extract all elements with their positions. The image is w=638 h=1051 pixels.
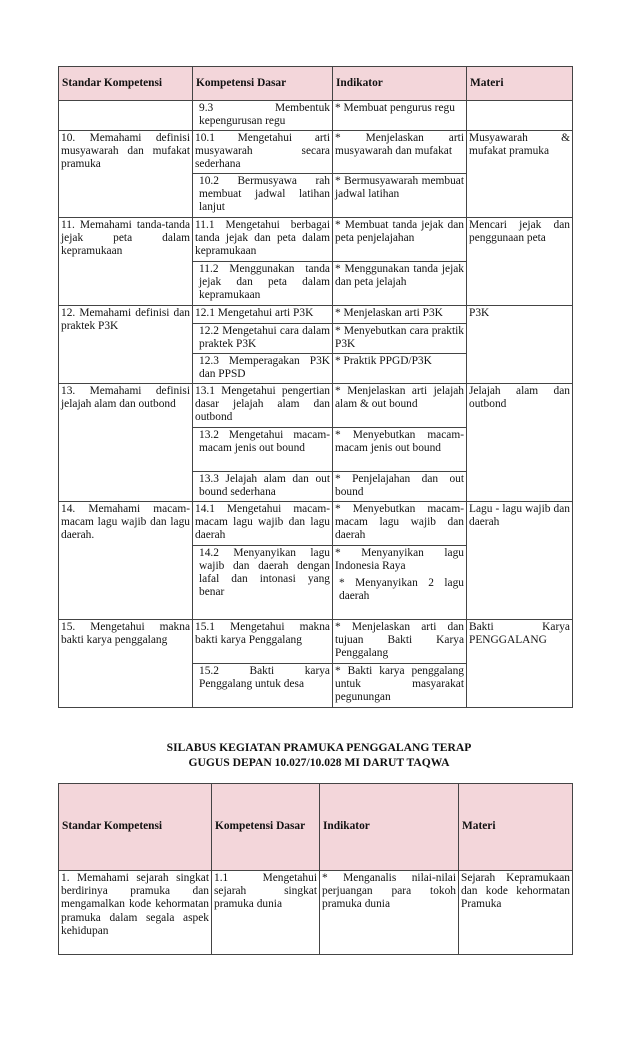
cell-kd: 15.2 Bakti karya Penggalang untuk desa <box>193 663 333 707</box>
cell-indikator: * Penjelajahan dan out bound <box>333 471 467 501</box>
cell-materi: Jelajah alam dan outbond <box>467 383 573 501</box>
header-kompetensi-dasar: Kompetensi Dasar <box>193 67 333 101</box>
table-row <box>59 383 573 427</box>
header-standar-kompetensi: Standar Kompetensi <box>59 784 212 871</box>
cell-indikator <box>333 545 467 619</box>
cell-indikator: * Menjelaskan arti jelajah alam & out bound <box>333 383 467 427</box>
table-row <box>59 101 573 131</box>
cell-kd: 10.2 Bermusyawa rah membuat jadwal latihan lanjut <box>193 173 333 217</box>
cell-materi-empty <box>467 101 573 131</box>
cell-indikator: * Menjelaskan arti musyawarah dan mufakat <box>333 131 467 174</box>
cell-sk: 10. Memahami definisi musyawarah dan mufakat pramuka <box>59 131 193 218</box>
cell-indikator: * Praktik PPGD/P3K <box>333 353 467 383</box>
cell-materi: Mencari jejak dan penggunaan peta <box>467 217 573 305</box>
cell-indikator: * Bermusyawarah membuat jadwal latihan <box>333 173 467 217</box>
syllabus-title-line-1: SILABUS KEGIATAN PRAMUKA PENGGALANG TERAP <box>166 741 472 754</box>
cell-materi: Lagu - lagu wajib dan daerah <box>467 501 573 619</box>
cell-sk: 14. Memahami macam-macam lagu wajib dan lagu daerah. <box>59 501 193 619</box>
cell-kd: 12.2 Mengetahui cara dalam praktek P3K <box>193 323 333 353</box>
cell-kd: 10.1 Mengetahui arti musyawarah secara sederhana <box>193 131 333 174</box>
header-materi: Materi <box>467 67 573 101</box>
cell-indikator: * Menyebutkan macam-macam lagu wajib dan daerah <box>333 501 467 545</box>
cell-sk: 12. Memahami definisi dan praktek P3K <box>59 305 193 383</box>
cell-sk: 1. Memahami sejarah singkat berdirinya pramuka dan mengamalkan kode kehormatan pramuka dalam segala aspek kehidupan <box>59 871 212 955</box>
table-row <box>59 131 573 174</box>
cell-kd: 12.1 Mengetahui arti P3K <box>193 305 333 323</box>
cell-indikator: * Bakti karya penggalang untuk masyarakat pegunungan <box>333 663 467 707</box>
cell-kd: 9.3 Membentuk kepengurusan regu <box>193 101 333 131</box>
indikator-line: * Menyanyikan 2 lagu daerah <box>339 577 464 603</box>
syllabus-table-1 <box>58 66 573 708</box>
cell-kd: 13.3 Jelajah alam dan out bound sederhana <box>193 471 333 501</box>
cell-materi: P3K <box>467 305 573 383</box>
cell-kd: 11.2 Menggunakan tanda jejak dan peta dalam kepramukaan <box>193 261 333 305</box>
cell-kd: 12.3 Memperagakan P3K dan PPSD <box>193 353 333 383</box>
indikator-line: * Menyanyikan lagu Indonesia Raya <box>335 546 464 572</box>
cell-materi: Sejarah Kepramukaan dan kode kehormatan Pramuka <box>459 871 573 955</box>
cell-indikator: * Menggunakan tanda jejak dan peta jelajah <box>333 261 467 305</box>
cell-sk: 11. Memahami tanda-tanda jejak peta dalam kepramukaan <box>59 217 193 305</box>
cell-indikator: * Membuat pengurus regu <box>333 101 467 131</box>
cell-kd: 15.1 Mengetahui makna bakti karya Penggalang <box>193 619 333 663</box>
cell-materi: Musyawarah & mufakat pramuka <box>467 131 573 218</box>
syllabus-table-2 <box>58 783 573 955</box>
cell-kd: 14.1 Mengetahui macam-macam lagu wajib dan lagu daerah <box>193 501 333 545</box>
table-row <box>59 619 573 663</box>
cell-indikator: * Menganalis nilai-nilai perjuangan para tokoh pramuka dunia <box>320 871 459 955</box>
cell-sk: 15. Mengetahui makna bakti karya penggalang <box>59 619 193 707</box>
cell-kd: 14.2 Menyanyikan lagu wajib dan daerah dengan lafal dan intonasi yang benar <box>193 545 333 619</box>
cell-indikator: * Membuat tanda jejak dan peta penjelajahan <box>333 217 467 261</box>
cell-kd: 13.1 Mengetahui pengertian dasar jelajah alam dan outbond <box>193 383 333 427</box>
header-indikator: Indikator <box>333 67 467 101</box>
header-materi: Materi <box>459 784 573 871</box>
cell-kd: 13.2 Mengetahui macam-macam jenis out bound <box>193 427 333 471</box>
header-indikator: Indikator <box>320 784 459 871</box>
syllabus-title-line-2: GUGUS DEPAN 10.027/10.028 MI DARUT TAQWA <box>188 756 450 769</box>
header-kompetensi-dasar: Kompetensi Dasar <box>212 784 320 871</box>
cell-sk-empty <box>59 101 193 131</box>
cell-indikator: * Menjelaskan arti dan tujuan Bakti Karya Penggalang <box>333 619 467 663</box>
cell-indikator: * Menyebutkan macam-macam jenis out bound <box>333 427 467 471</box>
header-standar-kompetensi: Standar Kompetensi <box>59 67 193 101</box>
table-header-row <box>59 67 573 101</box>
cell-kd: 11.1 Mengetahui berbagai tanda jejak dan peta dalam kepramukaan <box>193 217 333 261</box>
table-header-row <box>59 784 573 871</box>
table-row <box>59 501 573 545</box>
cell-kd: 1.1 Mengetahui sejarah singkat pramuka dunia <box>212 871 320 955</box>
cell-indikator: * Menjelaskan arti P3K <box>333 305 467 323</box>
table-row <box>59 871 573 955</box>
cell-sk: 13. Memahami definisi jelajah alam dan outbond <box>59 383 193 501</box>
cell-materi: Bakti Karya PENGGALANG <box>467 619 573 707</box>
cell-indikator: * Menyebutkan cara praktik P3K <box>333 323 467 353</box>
table-row <box>59 217 573 261</box>
table-row <box>59 305 573 323</box>
